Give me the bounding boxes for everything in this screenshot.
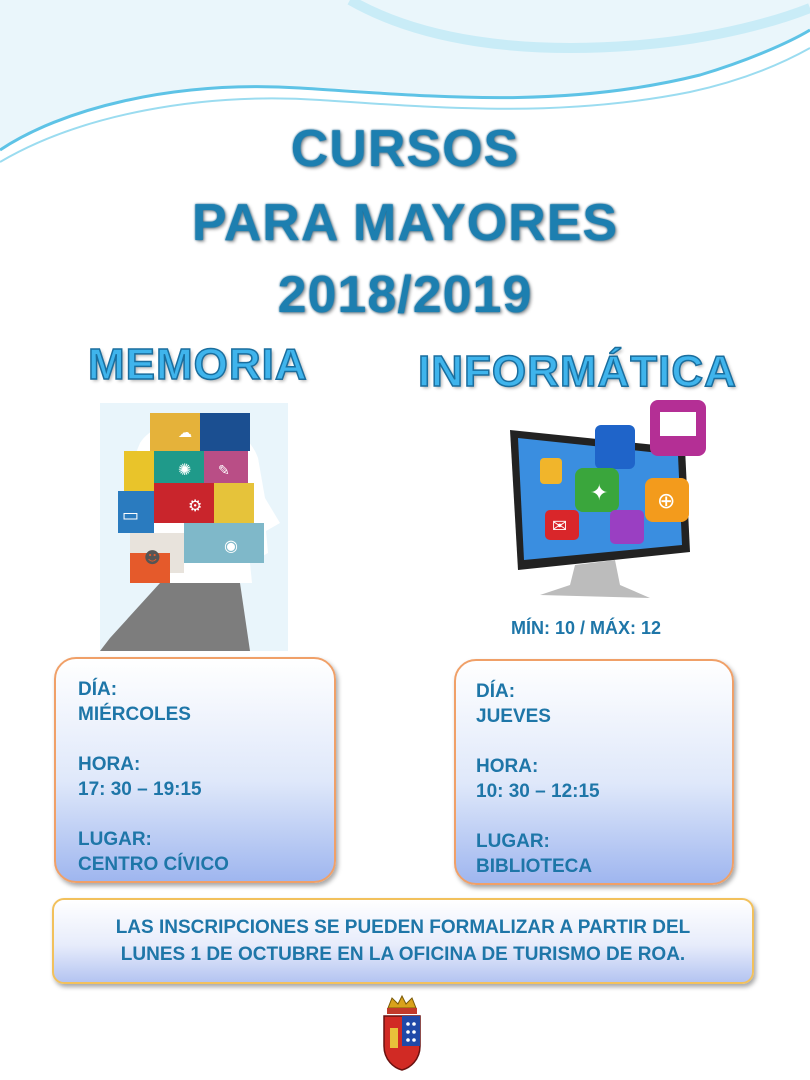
place-value: BIBLIOTECA [476, 856, 593, 877]
course-title-informatica: INFORMÁTICA [418, 347, 737, 396]
time-value: 17: 30 – 19:15 [78, 779, 202, 800]
day-label: DÍA: [78, 679, 118, 700]
course-title-memoria: MEMORIA [88, 340, 308, 389]
memoria-info-box [54, 657, 336, 883]
title-line-3: 2018/2019 [277, 266, 533, 324]
svg-text:✦: ✦ [590, 481, 609, 506]
registration-line-2: LUNES 1 DE OCTUBRE EN LA OFICINA DE TURISMO DE ROA. [120, 944, 686, 965]
svg-text:✉: ✉ [552, 516, 568, 537]
title-line-2: PARA MAYORES [191, 194, 619, 252]
time-label: HORA: [78, 754, 141, 775]
svg-text:☻: ☻ [144, 548, 161, 567]
svg-text:⚙: ⚙ [188, 496, 203, 515]
registration-note [52, 898, 754, 984]
title-line-1: CURSOS [290, 120, 520, 178]
svg-text:▭: ▭ [122, 505, 140, 526]
computer-apps-illustration [500, 400, 715, 605]
day-value: MIÉRCOLES [78, 704, 191, 725]
svg-text:☁: ☁ [178, 425, 192, 441]
place-label: LUGAR: [78, 829, 152, 850]
place-label: LUGAR: [476, 831, 550, 852]
registration-line-1: LAS INSCRIPCIONES SE PUEDEN FORMALIZAR A PARTIR DEL [115, 917, 691, 938]
capacity-label: MÍN: 10 / MÁX: 12 [511, 618, 662, 638]
head-puzzle-illustration [100, 403, 288, 651]
time-label: HORA: [476, 756, 539, 777]
coat-of-arms-icon [380, 994, 424, 1072]
svg-text:⊕: ⊕ [657, 489, 676, 514]
svg-text:◉: ◉ [224, 536, 238, 555]
day-value: JUEVES [476, 706, 551, 727]
informatica-info-box [454, 659, 734, 885]
registration-text [54, 914, 752, 968]
svg-text:✎: ✎ [218, 463, 230, 479]
day-label: DÍA: [476, 681, 516, 702]
time-value: 10: 30 – 12:15 [476, 781, 600, 802]
svg-text:✺: ✺ [178, 460, 192, 479]
place-value: CENTRO CÍVICO [78, 854, 229, 875]
